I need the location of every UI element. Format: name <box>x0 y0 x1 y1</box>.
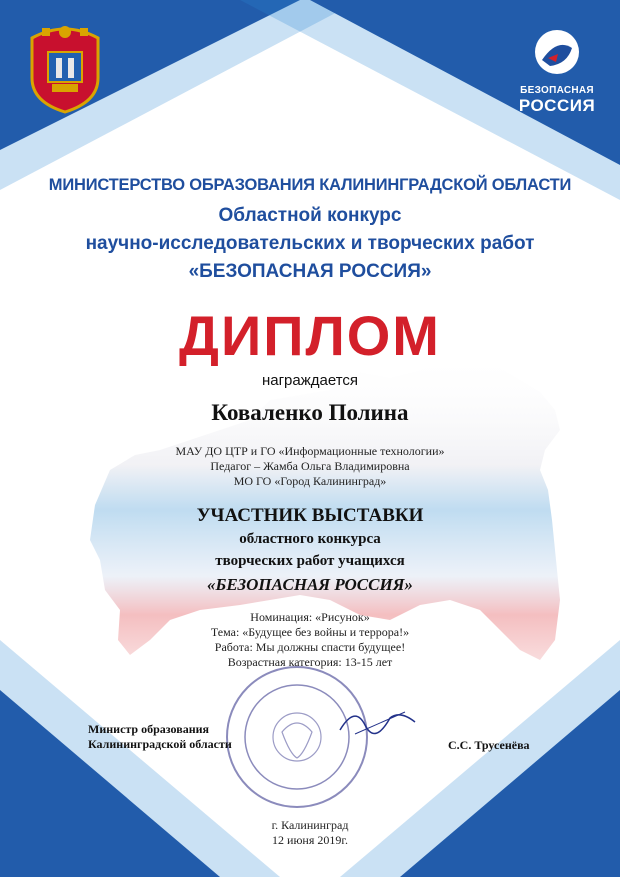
award-contest-name: «БЕЗОПАСНАЯ РОССИЯ» <box>207 575 413 594</box>
diploma-heading: ДИПЛОМ <box>179 304 441 367</box>
coat-of-arms-icon <box>22 18 108 114</box>
work-title: Работа: Мы должны спасти будущее! <box>214 640 406 654</box>
award-line2: областного конкурса <box>239 531 381 547</box>
minister-position-line1: Министр образования <box>88 722 210 736</box>
ministry-title: МИНИСТЕРСТВО ОБРАЗОВАНИЯ КАЛИНИНГРАДСКОЙ ОБЛАСТИ <box>48 176 572 194</box>
minister-name: С.С. Трусенёва <box>448 738 530 752</box>
theme: Тема: «Будущее без войны и террора!» <box>210 625 410 639</box>
issue-date: 12 июня 2019г. <box>272 833 348 847</box>
contest-title-line2: научно-исследовательских и творческих работ <box>85 233 535 254</box>
institution-line1: МАУ ДО ЦТР и ГО «Информационные технологии» <box>175 444 445 458</box>
contest-title-line1: Областной конкурс <box>218 205 402 226</box>
age-category: Возрастная категория: 13-15 лет <box>227 655 393 669</box>
minister-signature <box>335 700 425 740</box>
logo-text-top: БЕЗОПАСНАЯ <box>520 85 594 96</box>
logo-text-bottom: РОССИЯ <box>518 96 596 115</box>
minister-position-line2: Калининградской области <box>88 737 232 751</box>
minister-position <box>88 722 232 752</box>
awarded-label: награждается <box>261 372 359 389</box>
nomination: Номинация: «Рисунок» <box>250 610 370 624</box>
city: г. Калининград <box>271 818 349 832</box>
institution-teacher: Педагог – Жамба Ольга Владимировна <box>210 459 410 473</box>
award-line3: творческих работ учащихся <box>215 553 405 569</box>
award-title: УЧАСТНИК ВЫСТАВКИ <box>196 505 424 526</box>
institution-municipality: МО ГО «Город Калининград» <box>233 474 387 488</box>
contest-title-line3: «БЕЗОПАСНАЯ РОССИЯ» <box>188 261 432 282</box>
recipient-name: Коваленко Полина <box>211 400 409 425</box>
